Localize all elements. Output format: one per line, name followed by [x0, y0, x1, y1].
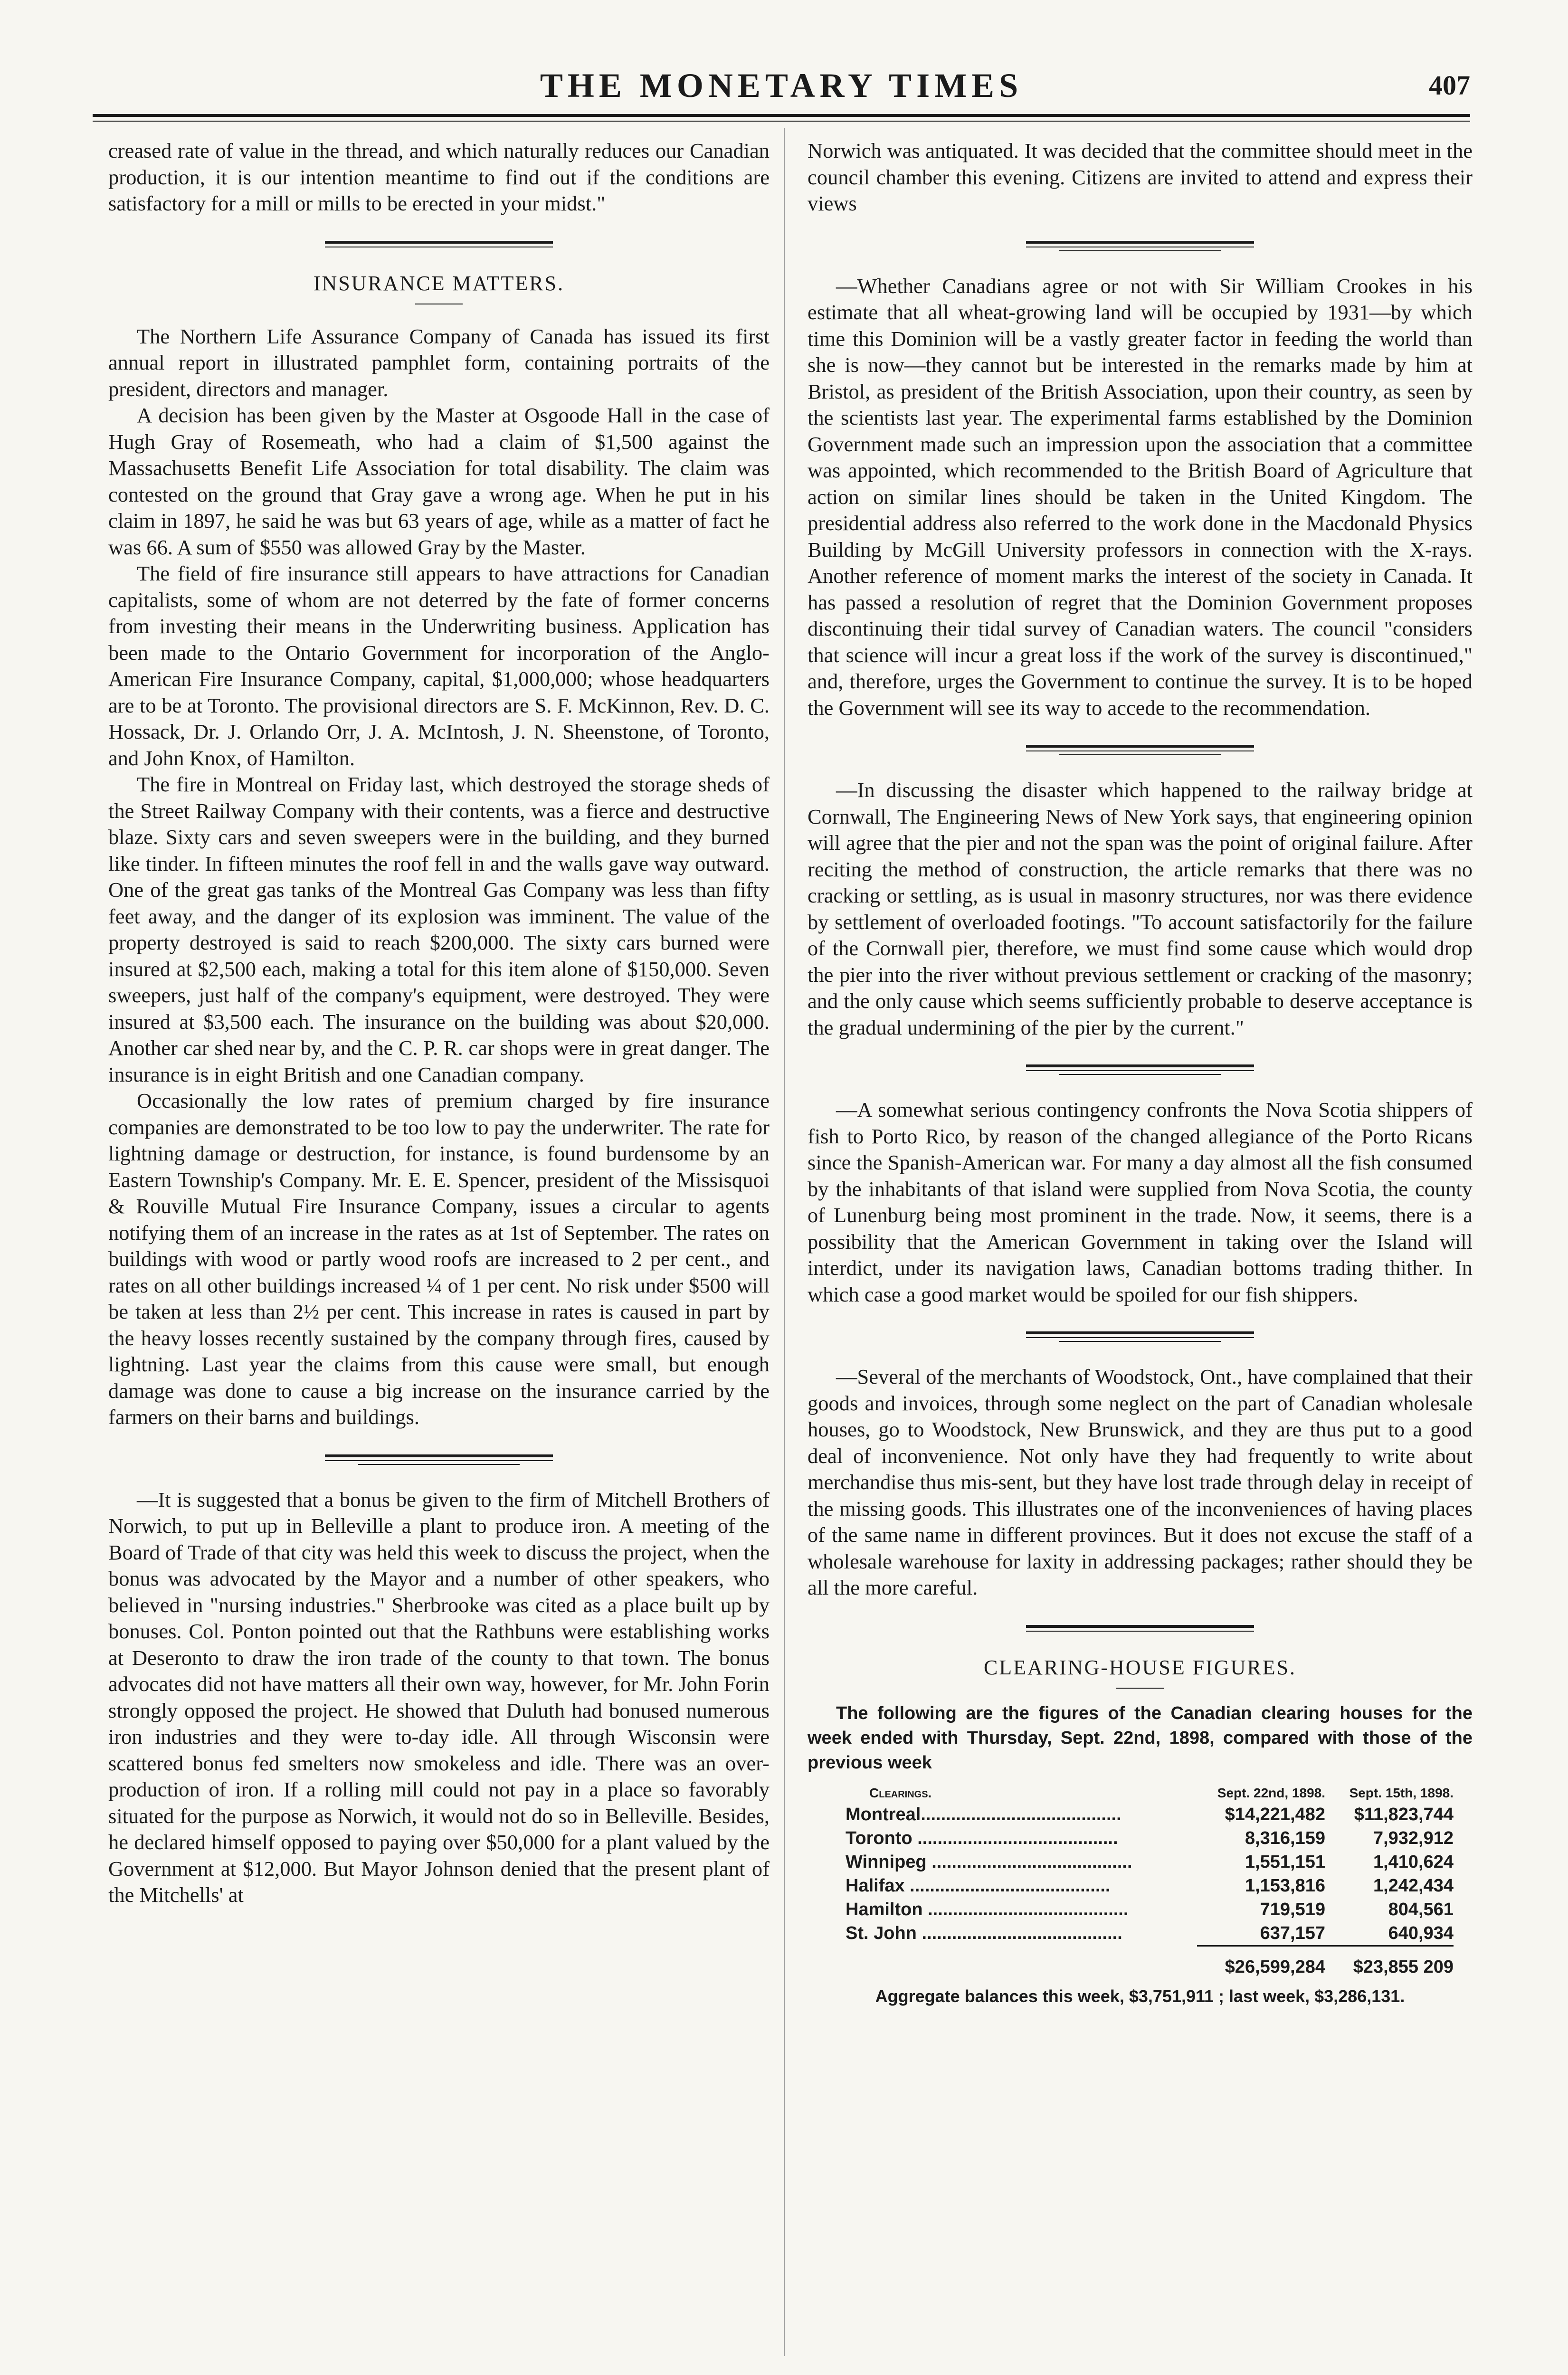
value-this-week: $14,221,482 — [1225, 1804, 1325, 1824]
table-row: Toronto ........................................ 8,316,159 7,932,912 — [846, 1826, 1454, 1850]
header-sept-15: Sept. 15th, 1898. — [1349, 1785, 1454, 1800]
table-header-row — [846, 1786, 1454, 1803]
header-sept-22: Sept. 22nd, 1898. — [1217, 1785, 1325, 1800]
insurance-heading: INSURANCE MATTERS. — [313, 271, 565, 295]
value-last-week: 7,932,912 — [1373, 1828, 1454, 1848]
value-this-week: 637,157 — [1260, 1923, 1325, 1943]
paragraph-cornwall-bridge: —In discussing the disaster which happened to the railway bridge at Cornwall, The Engineering News of New York says, that engineering opinion will agree that the pier and not the span was the point of original failure. After reciting the method of construction, the article remarks that there was no cracking or settling, as is usual in masonry structures, nor was there evidence by settlement of overloaded footings. "To account satisfactorily for the failure of the Cornwall pier, therefore, we must find some cause which would drop the pier into the river without previous settlement or cracking of the masonry; and the only cause which seems sufficiently probable to deserve acceptance is the gradual undermining of the pier by the current." — [808, 778, 1473, 1039]
value-this-week: 8,316,159 — [1245, 1828, 1325, 1848]
right-column — [808, 138, 1473, 2006]
city-name: St. John — [846, 1923, 917, 1944]
paragraph-lightning-rates: Occasionally the low rates of premium charged by fire insurance companies are demonstrated to be too low to pay the underwriter. The rate for lightning damage or destruction, for instance, is found burdensome by an Eastern Township's Company. Mr. E. E. Spencer, president of the Missisquoi & Rouville Mutual Fire Insurance Company, issues a circular to agents notifying them of an increase in the rates as at 1st of September. The rates on buildings with wood or partly wood roofs are increased to 2 per cent., and rates on all other buildings increased ¼ of 1 per cent. No risk under $500 will be taken at less than 2½ per cent. This increase in rates is caused in part by the heavy losses recently sustained by the company through fires, caused by lightning. Last year the claims from this cause were small, but enough damage was done to cause a big increase on the insurance carried by the farmers on their barns and buildings. — [108, 1089, 770, 1429]
value-this-week: 1,551,151 — [1245, 1852, 1325, 1872]
column-divider — [784, 128, 785, 2356]
section-separator — [1026, 241, 1254, 251]
section-separator — [1026, 1064, 1254, 1075]
article-continuation: creased rate of value in the thread, and which naturally reduces our Canadian production, it is our intention meantime to find out if the conditions are satisfactory for a mill or mills to be erected in your midst." — [108, 139, 770, 215]
clearing-table — [846, 1786, 1454, 1979]
value-last-week: $11,823,744 — [1354, 1804, 1454, 1824]
city-name: Hamilton — [846, 1899, 923, 1919]
table-row: Montreal........................................ $14,221,482 $11,823,744 — [846, 1803, 1454, 1826]
paragraph-montreal-fire: The fire in Montreal on Friday last, which destroyed the storage sheds of the Street Railway Company with their contents, was a fierce and destructive blaze. Sixty cars and seven sweepers were in the building, and they burned like tinder. In fifteen minutes the roof fell in and the walls gave way outward. One of the great gas tanks of the Montreal Gas Company was less than fifty feet away, and the danger of its explosion was imminent. The value of the property destroyed is said to reach $200,000. The sixty cars burned were insured at $2,500 each, making a total for this item alone of $150,000. Seven sweepers, just half of the company's equipment, were destroyed. They were insured at $3,500 each. The insurance on the building was about $20,000. Another car shed near by, and the C. P. R. car shops were in great danger. The insurance is in eight British and one Canadian company. — [108, 772, 770, 1086]
header-rule-thick — [93, 114, 1470, 117]
page-header — [93, 62, 1470, 114]
city-name: Toronto — [846, 1828, 912, 1848]
table-row: Winnipeg ........................................ 1,551,151 1,410,624 — [846, 1850, 1454, 1874]
total-this-week: $26,599,284 — [1197, 1946, 1325, 1979]
city-name: Montreal — [846, 1804, 921, 1824]
section-separator — [1026, 745, 1254, 755]
value-last-week: 640,934 — [1388, 1923, 1454, 1943]
header-rule-thin — [93, 121, 1470, 122]
clearing-intro: The following are the figures of the Canadian clearing houses for the week ended with Thursday, Sept. 22nd, 1898, compared with those of the previous week — [808, 1703, 1473, 1773]
section-separator — [325, 1454, 553, 1465]
value-last-week: 1,410,624 — [1373, 1852, 1454, 1872]
section-separator — [325, 241, 553, 247]
value-last-week: 1,242,434 — [1373, 1875, 1454, 1896]
section-separator — [1026, 1625, 1254, 1632]
article-continuation: Norwich was antiquated. It was decided that the committee should meet in the council chamber this evening. Citizens are invited to attend and express their views — [808, 139, 1473, 215]
value-this-week: 1,153,816 — [1245, 1875, 1325, 1896]
paragraph-crookes: —Whether Canadians agree or not with Sir William Crookes in his estimate that all wheat-growing land will be occupied by 1931—by which time this Dominion will be a vastly greater factor in feeding the world than she is now—they cannot but be interested in the remarks made by him at Bristol, as president of the British Association, upon their country, as seen by the scientists last year. The experimental farms established by the Dominion Government made such an impression upon the association that a committee was appointed, which recommended to the British Board of Agriculture that action on similar lines should be taken in the United Kingdom. The presidential address also referred to the work done in the Macdonald Physics Building by McGill University professors in connection with the X-rays. Another reference of moment marks the interest of the society in Canada. It has passed a resolution of regret that the Dominion Government proposes discontinuing their tidal survey of Canadian waters. The council "considers that science will incur a great loss if the work of the survey is discontinued," and, therefore, urges the Government to continue the survey. It is to be hoped the Government will see its way to accede to the recommendation. — [808, 274, 1473, 720]
value-this-week: 719,519 — [1260, 1899, 1325, 1919]
paragraph-belleville-bonus: —It is suggested that a bonus be given to the firm of Mitchell Brothers of Norwich, to put up in Belleville a plant to produce iron. A meeting of the Board of Trade of that city was held this week to discuss the project, when the bonus was advocated by the Mayor and a number of other speakers, who believed in "nursing industries." Sherbrooke was cited as a place built up by bonuses. Col. Ponton pointed out that the Rathbuns were establishing works at Deseronto to draw the iron trade of the county to that town. The bonus advocates did not have matters all their own way, however, for Mr. John Forin strongly opposed the project. He showed that Duluth had bonused numerous iron industries and they were to-day idle. All through Wisconsin were scattered bonus fed smelters now smokeless and idle. There was an over-production of iron. If a rolling mill could not pay in a place so favorably situated for the purpose as Norwich, it would not do so in Belleville. Besides, he declared himself opposed to paying over $50,000 for a plant valued by the Government at $12,000. But Mayor Johnson denied that the present plant of the Mitchells' at — [108, 1487, 770, 1907]
city-name: Halifax — [846, 1875, 905, 1896]
table-row: Hamilton ........................................ 719,519 804,561 — [846, 1898, 1454, 1921]
heading-rule — [1116, 1688, 1164, 1689]
paragraph-northern-life: The Northern Life Assurance Company of Canada has issued its first annual report in illustrated pamphlet form, containing portraits of the president, directors and manager. — [108, 324, 770, 401]
paragraph-woodstock: —Several of the merchants of Woodstock, Ont., have complained that their goods and invoices, through some neglect on the part of Canadian wholesale houses, go to Woodstock, New Brunswick, and they are thus put to a good deal of inconvenience. Not only have they had frequently to write about merchandise thus mis-sent, but they have lost trade through delay in receipt of the missing goods. This illustrates one of the inconveniences of having places of the same name in different provinces. But it does not excuse the staff of a wholesale warehouse for laxity in addressing packages; rather should they be all the more careful. — [808, 1365, 1473, 1599]
total-last-week: $23,855 209 — [1325, 1946, 1454, 1979]
table-row: St. John ........................................ 637,157 640,934 — [846, 1921, 1454, 1946]
table-row: Halifax ........................................ 1,153,816 1,242,434 — [846, 1874, 1454, 1898]
city-name: Winnipeg — [846, 1852, 927, 1872]
masthead: THE MONETARY TIMES — [540, 66, 1023, 104]
header-clearings: Clearings. — [869, 1785, 932, 1800]
page-number: 407 — [1429, 70, 1470, 101]
clearing-heading: CLEARING-HOUSE FIGURES. — [983, 1655, 1297, 1679]
paragraph-nova-scotia-fish: —A somewhat serious contingency confronts the Nova Scotia shippers of fish to Porto Rico, by reason of the changed allegiance of the Porto Ricans since the Spanish-American war. For many a day almost all the fish consumed by the inhabitants of that island were supplied from Nova Scotia, the county of Lunenburg being most prominent in the trade. Now, it seems, there is a possibility that the American Government in taking over the Island will interdict, under its navigation laws, Canadian bottoms trading thither. In which case a good market would be spoiled for our fish shippers. — [808, 1098, 1473, 1306]
table-total-row — [846, 1946, 1454, 1979]
paragraph-gray-decision: A decision has been given by the Master at Osgoode Hall in the case of Hugh Gray of Rosemeath, who had a claim of $1,500 against the Massachusetts Benefit Life Association for total disability. The claim was contested on the ground that Gray gave a wrong age. When he put in his claim in 1897, he said he was but 63 years of age, while as a matter of fact he was 66. A sum of $550 was allowed Gray by the Master. — [108, 403, 770, 559]
section-separator — [1026, 1331, 1254, 1342]
left-column — [108, 138, 770, 1909]
aggregate-balances: Aggregate balances this week, $3,751,911 ; last week, $3,286,131. — [875, 1986, 1405, 2006]
paragraph-fire-insurance: The field of fire insurance still appears to have attractions for Canadian capitalists, some of whom are not deterred by the fate of former concerns from investing their means in the Underwriting business. Application has been made to the Ontario Government for incorporation of the Anglo-American Fire Insurance Company, capital, $1,000,000; whose headquarters are to be at Toronto. The provisional directors are S. F. McKinnon, Rev. D. C. Hossack, Dr. J. Orlando Orr, J. A. McIntosh, J. N. Sheenstone, of Toronto, and John Knox, of Hamilton. — [108, 561, 770, 770]
value-last-week: 804,561 — [1388, 1899, 1454, 1919]
